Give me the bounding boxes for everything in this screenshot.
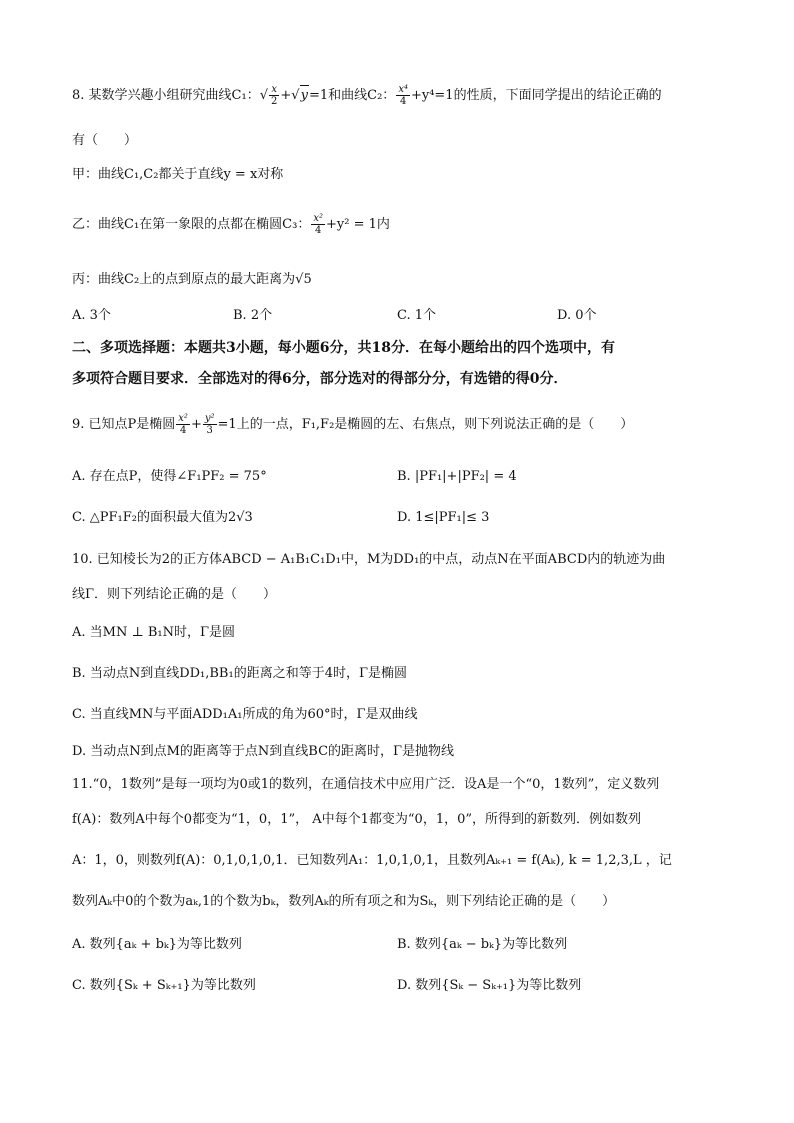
q8-option-c: C. 1个 — [397, 308, 437, 323]
q8-c2-tail: +y⁴=1 — [410, 88, 454, 103]
q11-option-c: C. 数列{Sₖ + Sₖ₊₁}为等比数列 — [72, 978, 256, 993]
q10-option-b: B. 当动点N到直线DD₁,BB₁的距离之和等于4时，Γ是椭圆 — [72, 666, 407, 681]
q9-frac-x: $\frac{\text{x²}}{4}$ — [178, 413, 188, 436]
q8-c2-label: C₂： — [367, 88, 396, 103]
q8-stem-part-a: 8. 某数学兴趣小组研究曲线 — [72, 88, 232, 103]
q8-c3-frac: $\frac{\text{x²}}{4}$ — [313, 213, 323, 236]
q10-option-d: D. 当动点N到点M的距离等于点N到直线BC的距离时，Γ是抛物线 — [72, 744, 455, 759]
q8-statement-yi: 乙：曲线C₁在第一象限的点都在椭圆C₃： $\frac{\text{x²}}{4}$ +y² = 1内 — [72, 213, 390, 236]
q9-option-d: D. 1≤|PF₁|≤ 3 — [397, 510, 490, 525]
q8-c2-frac: $\frac{\text{x⁴}}{4}$ — [398, 84, 408, 107]
q8-option-d: D. 0个 — [557, 308, 597, 323]
q8-statement-bing: 丙：曲线C₂上的点到原点的最大距离为√5 — [72, 272, 312, 287]
q11-stem-line2: f(A)：数列A中每个0都变为“1，0，1”， A中每个1都变为“0，1，0”，所得到的新数列．例如数列 — [72, 812, 642, 827]
q11-option-d: D. 数列{Sₖ − Sₖ₊₁}为等比数列 — [397, 978, 582, 993]
q10-stem-line1: 10. 已知棱长为2的正方体ABCD − A₁B₁C₁D₁中，M为DD₁的中点，动点N在平面ABCD内的轨迹为曲 — [72, 552, 666, 567]
q8-c1-tail: =1 — [308, 88, 329, 103]
q8-stem-part-c: 的性质，下面同学提出的结论正确的 — [453, 88, 662, 103]
q9-option-c: C. △PF₁F₂的面积最大值为2√3 — [72, 510, 253, 525]
q8-option-b: B. 2个 — [233, 308, 273, 323]
q8-c1-label: C₁： — [231, 88, 260, 103]
q9-stem: 9. 已知点P是椭圆 $\frac{\text{x²}}{4}$ + $\frac{\text{y²}}{3}$ =1上的一点，F₁,F₂是椭圆的左、右焦点，则下列说法正确的是（ ） — [72, 413, 634, 436]
q8-stem-line1: 8. 某数学兴趣小组研究曲线C₁：√ $\frac{x}{2}$ +√y=1和曲线C₂： $\frac{\text{x⁴}}{4}$ +y⁴=1的性质，下面同学提出的结论正确的 — [72, 84, 662, 107]
q11-stem-line4: 数列Aₖ中0的个数为aₖ,1的个数为bₖ，数列Aₖ的所有项之和为Sₖ，则下列结论正确的是（ ） — [72, 894, 616, 909]
q11-stem-line1: 11.“0，1数列”是每一项均为0或1的数列，在通信技术中应用广泛．设A是一个“0，1数列”，定义数列 — [72, 777, 660, 792]
q10-option-a: A. 当MN ⊥ B₁N时，Γ是圆 — [72, 625, 235, 640]
q9-frac-y: $\frac{\text{y²}}{3}$ — [204, 413, 215, 436]
q8-option-a: A. 3个 — [72, 308, 111, 323]
q9-option-b: B. |PF₁|+|PF₂| = 4 — [397, 469, 517, 484]
q8-stem-part-b: 和曲线 — [328, 88, 368, 103]
q8-statement-jia: 甲：曲线C₁,C₂都关于直线y = x对称 — [72, 167, 284, 182]
q8-sqrt-y: √y — [291, 88, 309, 103]
q9-option-a: A. 存在点P，使得∠F₁PF₂ = 75° — [72, 469, 267, 484]
q11-stem-line3: A：1，0，则数列f(A)：0,1,0,1,0,1．已知数列A₁：1,0,1,0,1，且数列Aₖ₊₁ = f(Aₖ), k = 1,2,3,L ，记 — [72, 853, 672, 868]
q11-option-b: B. 数列{aₖ − bₖ}为等比数列 — [397, 937, 568, 952]
section2-heading-line2: 多项符合题目要求．全部选对的得6分，部分选对的得部分分，有选错的得0分． — [72, 371, 568, 387]
section2-heading-line1: 二、多项选择题：本题共3小题，每小题6分，共18分．在每小题给出的四个选项中，有 — [72, 340, 615, 356]
q8-stem-line2: 有（ ） — [72, 133, 138, 148]
q11-option-a: A. 数列{aₖ + bₖ}为等比数列 — [72, 937, 242, 952]
q10-stem-line2: 线Γ．则下列结论正确的是（ ） — [72, 587, 277, 602]
q10-option-c: C. 当直线MN与平面ADD₁A₁所成的角为60°时，Γ是双曲线 — [72, 707, 418, 722]
q8-sqrt-frac: √ $\frac{x}{2}$ — [259, 84, 278, 107]
